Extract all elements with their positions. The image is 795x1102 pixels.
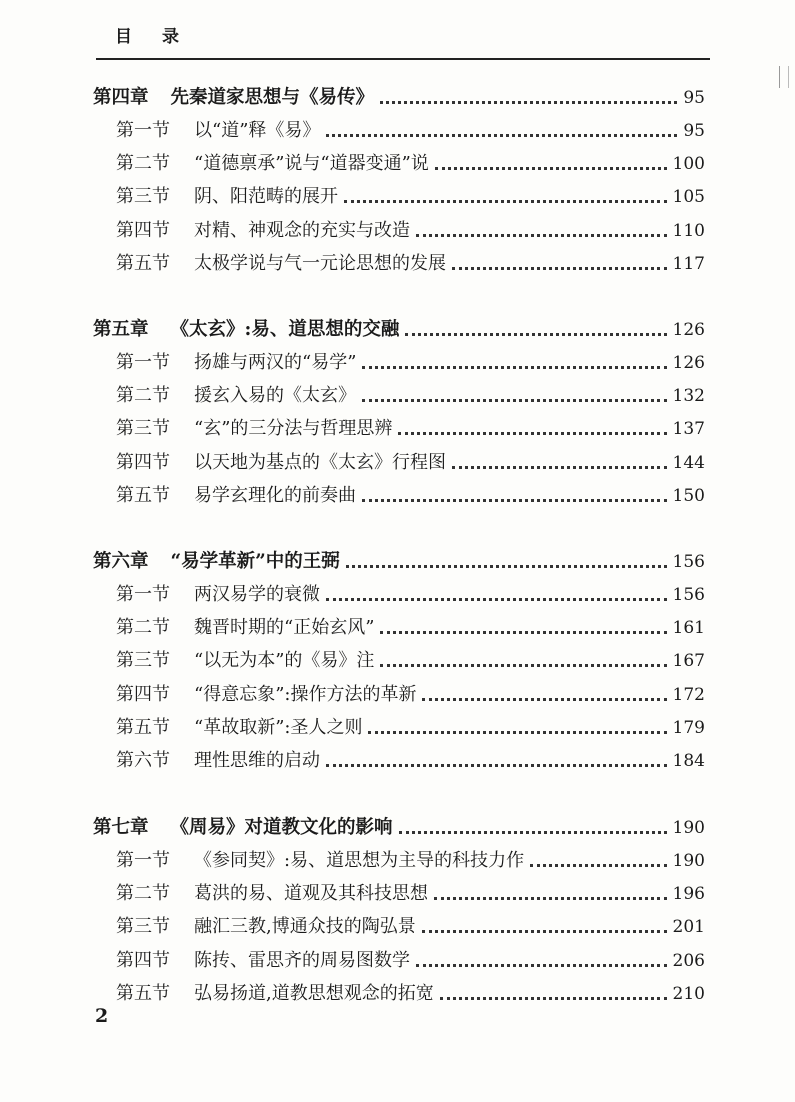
- section-page-number: 184: [672, 751, 705, 771]
- dot-leader: [416, 234, 667, 237]
- chapter-page-number: 156: [672, 552, 705, 572]
- section-number: 第二节: [116, 385, 170, 407]
- toc-section-entry[interactable]: [116, 608, 705, 640]
- section-title: 两汉易学的衰微: [194, 584, 320, 605]
- toc-chapter-entry[interactable]: [93, 542, 705, 574]
- section-page-number: 150: [672, 485, 705, 506]
- section-page-number: 117: [672, 253, 705, 274]
- dot-leader: [380, 664, 666, 667]
- chapter-title: 《太玄》:易、道思想的交融: [170, 319, 400, 340]
- dot-leader: [344, 200, 667, 203]
- section-number: 第二节: [116, 617, 170, 639]
- section-title: “革故取新”:圣人之则: [194, 716, 363, 738]
- toc-section-entry[interactable]: [116, 244, 705, 276]
- dot-leader: [452, 267, 667, 270]
- section-number: 第五节: [116, 484, 170, 506]
- chapter-title: 先秦道家思想与《易传》: [170, 87, 375, 108]
- section-title: 援玄入易的《太玄》: [194, 385, 356, 407]
- section-title: 阴、阳范畴的展开: [194, 186, 338, 208]
- dot-leader: [326, 764, 667, 767]
- section-page-number: 196: [672, 884, 705, 905]
- section-number: 第一节: [116, 120, 170, 141]
- dot-leader: [435, 167, 667, 170]
- toc-section-entry[interactable]: [116, 974, 705, 1006]
- dot-leader: [380, 101, 677, 104]
- toc-section-entry[interactable]: [116, 476, 705, 508]
- dot-leader: [362, 399, 667, 402]
- section-title: 易学玄理化的前奏曲: [194, 484, 356, 506]
- section-page-number: 161: [672, 618, 705, 639]
- toc-section-entry[interactable]: [116, 907, 705, 939]
- section-title: 扬雄与两汉的“易学”: [194, 352, 357, 373]
- dot-leader: [399, 831, 667, 834]
- chapter-page-number: 95: [683, 88, 705, 108]
- chapter-number: 第四章: [93, 87, 149, 108]
- dot-leader: [326, 598, 667, 601]
- dot-leader: [416, 964, 667, 967]
- toc-chapter-entry[interactable]: [93, 78, 705, 110]
- section-page-number: 156: [672, 585, 705, 605]
- running-header: 目录: [115, 27, 209, 47]
- section-title: 以天地为基点的《太玄》行程图: [194, 451, 446, 473]
- section-number: 第三节: [116, 186, 170, 208]
- chapter-page-number: 190: [672, 818, 705, 838]
- dot-leader: [368, 731, 666, 734]
- section-page-number: 167: [672, 651, 705, 672]
- toc-section-entry[interactable]: [116, 177, 705, 209]
- chapter-number: 第六章: [93, 551, 149, 572]
- section-title: 陈抟、雷思齐的周易图数学: [194, 949, 410, 971]
- toc-section-entry[interactable]: [116, 343, 705, 375]
- toc-section-entry[interactable]: [116, 675, 705, 707]
- section-number: 第五节: [116, 252, 170, 274]
- section-page-number: 210: [672, 983, 705, 1004]
- chapter-title: 《周易》对道教文化的影响: [170, 817, 393, 838]
- dot-leader: [422, 930, 667, 933]
- dot-leader: [434, 897, 667, 900]
- section-page-number: 172: [672, 684, 705, 705]
- dot-leader: [346, 565, 667, 568]
- toc-section-entry[interactable]: [116, 708, 705, 740]
- toc-section-entry[interactable]: [116, 376, 705, 408]
- section-number: 第四节: [116, 949, 170, 971]
- section-page-number: 132: [672, 386, 705, 407]
- page-number: 2: [95, 1005, 109, 1027]
- section-title: 葛洪的易、道观及其科技思想: [194, 883, 428, 905]
- section-page-number: 105: [672, 187, 705, 208]
- section-number: 第三节: [116, 916, 170, 938]
- section-page-number: 137: [672, 419, 705, 440]
- dot-leader: [380, 631, 666, 634]
- section-number: 第二节: [116, 883, 170, 905]
- section-number: 第三节: [116, 418, 170, 440]
- section-page-number: 100: [672, 154, 705, 175]
- section-page-number: 95: [683, 121, 705, 141]
- toc-chapter-entry[interactable]: [93, 808, 705, 840]
- toc-section-entry[interactable]: [116, 641, 705, 673]
- section-number: 第一节: [116, 850, 170, 871]
- section-title: “得意忘象”:操作方法的革新: [194, 683, 417, 705]
- section-title: “道德禀承”说与“道器变通”说: [194, 153, 429, 175]
- section-number: 第五节: [116, 982, 170, 1004]
- section-title: 弘易扬道,道教思想观念的拓宽: [194, 982, 434, 1004]
- dot-leader: [405, 333, 666, 336]
- section-page-number: 190: [672, 851, 705, 871]
- chapter-number: 第七章: [93, 817, 149, 838]
- section-title: 以“道”释《易》: [194, 120, 321, 141]
- section-number: 第三节: [116, 650, 170, 672]
- section-page-number: 110: [672, 220, 705, 241]
- dot-leader: [440, 997, 667, 1000]
- section-title: 太极学说与气一元论思想的发展: [194, 252, 446, 274]
- section-page-number: 144: [672, 452, 705, 473]
- toc-section-entry[interactable]: [116, 941, 705, 973]
- section-number: 第四节: [116, 219, 170, 241]
- toc-section-entry[interactable]: [116, 841, 705, 873]
- section-number: 第一节: [116, 352, 170, 373]
- section-number: 第四节: [116, 451, 170, 473]
- toc-section-entry[interactable]: [116, 111, 705, 143]
- section-title: 融汇三教,博通众技的陶弘景: [194, 916, 416, 938]
- toc-section-entry[interactable]: [116, 874, 705, 906]
- toc-section-entry[interactable]: [116, 211, 705, 243]
- toc-section-entry[interactable]: [116, 575, 705, 607]
- toc-section-entry[interactable]: [116, 144, 705, 176]
- section-page-number: 179: [672, 717, 705, 738]
- section-page-number: 126: [672, 353, 705, 373]
- dot-leader: [398, 432, 666, 435]
- dot-leader: [362, 499, 667, 502]
- dot-leader: [422, 698, 666, 701]
- section-number: 第六节: [116, 750, 170, 771]
- dot-leader: [530, 864, 666, 867]
- section-title: “玄”的三分法与哲理思辨: [194, 418, 393, 440]
- dot-leader: [452, 466, 667, 469]
- toc-section-entry[interactable]: [116, 409, 705, 441]
- section-title: “以无为本”的《易》注: [194, 650, 375, 672]
- section-title: 对精、神观念的充实与改造: [194, 219, 410, 241]
- section-title: 理性思维的启动: [194, 750, 320, 771]
- section-number: 第五节: [116, 716, 170, 738]
- section-page-number: 201: [672, 917, 705, 938]
- chapter-title: “易学革新”中的王弼: [170, 551, 340, 572]
- chapter-number: 第五章: [93, 319, 149, 340]
- toc-section-entry[interactable]: [116, 741, 705, 773]
- section-page-number: 206: [672, 950, 705, 971]
- toc-chapter-entry[interactable]: [93, 310, 705, 342]
- toc-section-entry[interactable]: [116, 443, 705, 475]
- section-number: 第四节: [116, 683, 170, 705]
- section-title: 《参同契》:易、道思想为主导的科技力作: [194, 850, 525, 871]
- section-title: 魏晋时期的“正始玄风”: [194, 617, 375, 639]
- dot-leader: [362, 366, 666, 369]
- dot-leader: [326, 134, 677, 137]
- chapter-page-number: 126: [672, 320, 705, 340]
- section-number: 第一节: [116, 584, 170, 605]
- section-number: 第二节: [116, 153, 170, 175]
